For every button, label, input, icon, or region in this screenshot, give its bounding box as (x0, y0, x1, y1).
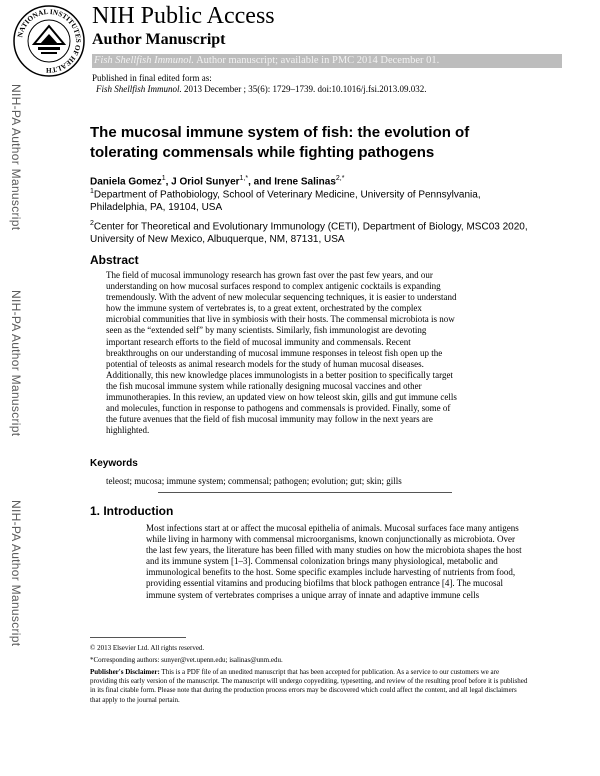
affiliation-text: Center for Theoretical and Evolutionary Immunology (CETI), Department of Biology, MSC03 2020, University of New Mexico, Albuquerque, NM, 87131, USA (90, 221, 528, 245)
copyright-notice: © 2013 Elsevier Ltd. All rights reserved. (90, 644, 205, 652)
nih-seal-logo (12, 4, 86, 78)
author-name: Daniela Gomez (90, 176, 162, 188)
published-in-line: Published in final edited form as: (92, 73, 212, 83)
introduction-text: Most infections start at or affect the mucosal epithelia of animals. Mucosal surfaces face many antigens while living in harmony with commensal microorganisms, known conjunctionally as microbiota. Over the last few years, the literature has been filled with many studies on how the microbiota shapes the host and its immune system [1–3]. Commensal colonization brings many physiological, metabolic and immunological benefits to the host. Some specific examples include harvesting of nutrients from food, providing essential vitamins and producing biofilms that block pathogen entrance [4]. The mucosal immune system of vertebrates comprises a unique array of innate and adaptive immune cells (146, 523, 522, 600)
abstract-heading: Abstract (90, 253, 139, 267)
disclaimer-text: This is a PDF file of an unedited manuscript that has been accepted for publication. As a service to our customers we are providing this early version of the manuscript. The manuscript will undergo copyediting, typesetting, and review of the resulting proof before it is published in its final citable form. Please note that during the production process errors may be discovered which could affect the content, and all legal disclaimers that apply to the journal pertain. (90, 668, 528, 704)
author-sup: 2,* (335, 175, 345, 182)
keywords-divider (158, 492, 452, 493)
affiliation (90, 218, 530, 246)
introduction-heading: 1. Introduction (90, 504, 174, 518)
author-sup: 1,* (239, 175, 249, 182)
citation-details: 2013 December ; 35(6): 1729–1739. doi:10.1016/j.fsi.2013.09.032. (184, 84, 427, 94)
bar-availability: Author manuscript; available in PMC 2014 December 01. (196, 55, 440, 66)
affiliation-sup: 1 (90, 188, 94, 195)
affiliation-text: Department of Pathobiology, School of Veterinary Medicine, University of Pennsylvania, Philadelphia, PA, 19104, USA (90, 189, 481, 213)
citation-line (96, 84, 426, 95)
corresponding-authors: *Corresponding authors: sunyer@vet.upenn.edu; isalinas@unm.edu. (90, 656, 283, 664)
svg-text:NATIONAL INSTITUTES OF HEALTH: NATIONAL INSTITUTES OF HEALTH (16, 7, 83, 75)
disclaimer-label: Publisher's Disclaimer: (90, 668, 160, 676)
side-label: NIH-PA Author Manuscript (9, 290, 23, 437)
side-label: NIH-PA Author Manuscript (9, 84, 23, 231)
abstract-text: The field of mucosal immunology research has grown fast over the past few years, and our understanding on how mucosal surfaces respond to complex antigenic cocktails is expanding tremendously. With the advent of new molecular sequencing techniques, it is easier to understand how the immune system of vertebrates is, to a great extent, orchestrated by the complex microbial communities that live in symbiosis with their hosts. The commensal microbiota is now seen as the “extended self” by many scientists. Similarly, fish immunologist are devoting important research efforts to the field of mucosal immunity and commensals. Recent breakthroughs on our understanding of mucosal immune responses in teleost fish open up the potential of teleosts as animal research models for the study of human mucosal diseases. Additionally, this new knowledge places immunologists in a better position to specifically target the fish mucosal immune system while rationally designing mucosal vaccines and other immunotherapies. In this review, an updated view on how teleost skin, gills and gut immune cells and molecules, function in response to pathogens and commensals is provided. Finally, some of the future avenues that the field of fish mucosal immunity may follow in the next years are highlighted. (106, 270, 457, 436)
paper-title: The mucosal immune system of fish: the evolution of tolerating commensals while fighting pathogens (90, 124, 470, 161)
footnote-divider (90, 637, 186, 638)
author-sup: 1 (161, 175, 166, 182)
bar-journal: Fish Shellfish Immunol. (94, 55, 195, 66)
header-title: NIH Public Access (92, 3, 275, 29)
citation-journal: Fish Shellfish Immunol. (96, 84, 182, 94)
keywords-heading: Keywords (90, 458, 138, 469)
affiliation (90, 186, 530, 214)
side-label: NIH-PA Author Manuscript (9, 500, 23, 647)
publisher-disclaimer (90, 668, 528, 705)
affiliation-sup: 2 (90, 220, 94, 227)
author-name: , J Oriol Sunyer (165, 176, 240, 188)
keywords-text: teleost; mucosa; immune system; commensal; pathogen; evolution; gut; skin; gills (106, 476, 402, 486)
header-subtitle: Author Manuscript (92, 31, 226, 48)
author-name: , and Irene Salinas (248, 176, 336, 188)
header-availability-text (94, 55, 439, 67)
